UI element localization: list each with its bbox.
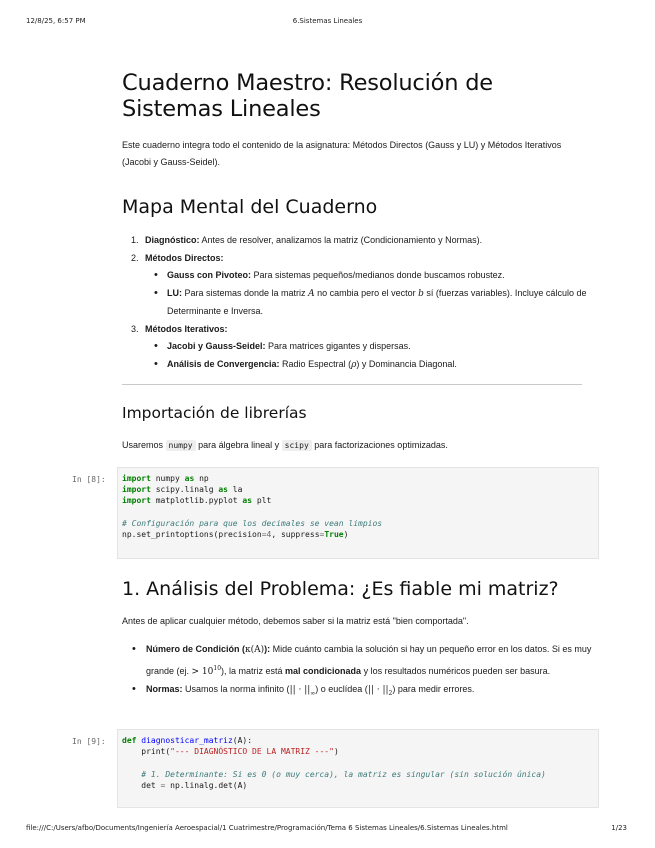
list-item: • LU: Para sistemas donde la matriz A no cambia pero el vector b sí (fuerzas variables). Incluye cálculo de Determinante e Inversa.	[154, 286, 587, 316]
code-cell-diagnostico[interactable]: def diagnosticar_matriz(A): print("--- DIAGNÓSTICO DE LA MATRIZ ---") # 1. Determinante: Si es 0 (o muy cerca), la matriz es singular (sin solución única) det = np.linalg.det(A)	[117, 729, 599, 808]
analisis-list	[122, 641, 592, 702]
list-item: • Jacobi y Gauss-Seidel: Para matrices gigantes y dispersas.	[122, 338, 592, 356]
bullet-icon: •	[132, 683, 136, 695]
heading-mapa-mental: Mapa Mental del Cuaderno	[122, 196, 378, 218]
print-file-path: file:///C:/Users/afbo/Documents/Ingeniería Aeroespacial/1 Cuatrimestre/Programación/Tema 6 Sistemas Lineales/6.Sistemas Lineales.html	[26, 824, 508, 832]
cell-prompt-9: In [9]:	[72, 737, 106, 746]
inline-code-scipy: scipy	[282, 440, 312, 451]
section-divider	[122, 384, 582, 385]
mapa-list	[122, 232, 592, 374]
librerias-paragraph: Usaremos numpy para álgebra lineal y scipy para factorizaciones optimizadas.	[122, 440, 448, 450]
list-item: 3. Métodos Iterativos:	[131, 323, 228, 334]
print-datetime: 12/8/25, 6:57 PM	[26, 17, 86, 25]
code-cell-imports[interactable]: import numpy as np import scipy.linalg as la import matplotlib.pyplot as plt # Configuración para que los decimales se vean limpios np.set_printoptions(precision=4, suppress=True)	[117, 467, 599, 559]
list-item: • Gauss con Pivoteo: Para sistemas pequeños/medianos donde buscamos robustez.	[122, 267, 592, 285]
bullet-icon: •	[154, 269, 158, 281]
list-item: • Número de Condición (κ(A)): Mide cuánto cambia la solución si hay un pequeño error en los datos. Si es muy grande (ej. > $10^{10}$), la matriz está mal condicionada y los resultados numéricos pueden ser basura.	[132, 643, 592, 677]
print-doc-title: 6.Sistemas Lineales	[292, 17, 363, 25]
bullet-icon: •	[154, 357, 158, 370]
analisis-intro: Antes de aplicar cualquier método, debemos saber si la matriz está "bien comportada".	[122, 616, 469, 626]
page-title: Cuaderno Maestro: Resolución de Sistemas Lineales	[122, 70, 493, 122]
list-item: • Normas: Usamos la norma infinito (|| · $||_\infty$) o euclídea (|| · $||_2$) para medir errores.	[132, 683, 475, 697]
cell-prompt-8: In [8]:	[72, 475, 106, 484]
bullet-icon: •	[132, 643, 136, 655]
list-item: 2. Métodos Directos:	[131, 252, 224, 263]
intro-paragraph: Este cuaderno integra todo el contenido de la asignatura: Métodos Directos (Gauss y LU) y Métodos Iterativos (Jacobi y Gauss-Seidel).	[122, 140, 562, 167]
bullet-icon: •	[154, 286, 158, 299]
heading-importacion: Importación de librerías	[122, 404, 307, 422]
bullet-icon: •	[154, 340, 158, 352]
inline-code-numpy: numpy	[166, 440, 196, 451]
list-item: • Análisis de Convergencia: Radio Espectral (ρ) y Dominancia Diagonal.	[122, 356, 592, 375]
heading-analisis: 1. Análisis del Problema: ¿Es fiable mi matriz?	[122, 578, 559, 600]
print-page-number: 1/23	[611, 824, 627, 832]
list-item: 1. Diagnóstico: Antes de resolver, analizamos la matriz (Condicionamiento y Normas).	[131, 235, 483, 245]
